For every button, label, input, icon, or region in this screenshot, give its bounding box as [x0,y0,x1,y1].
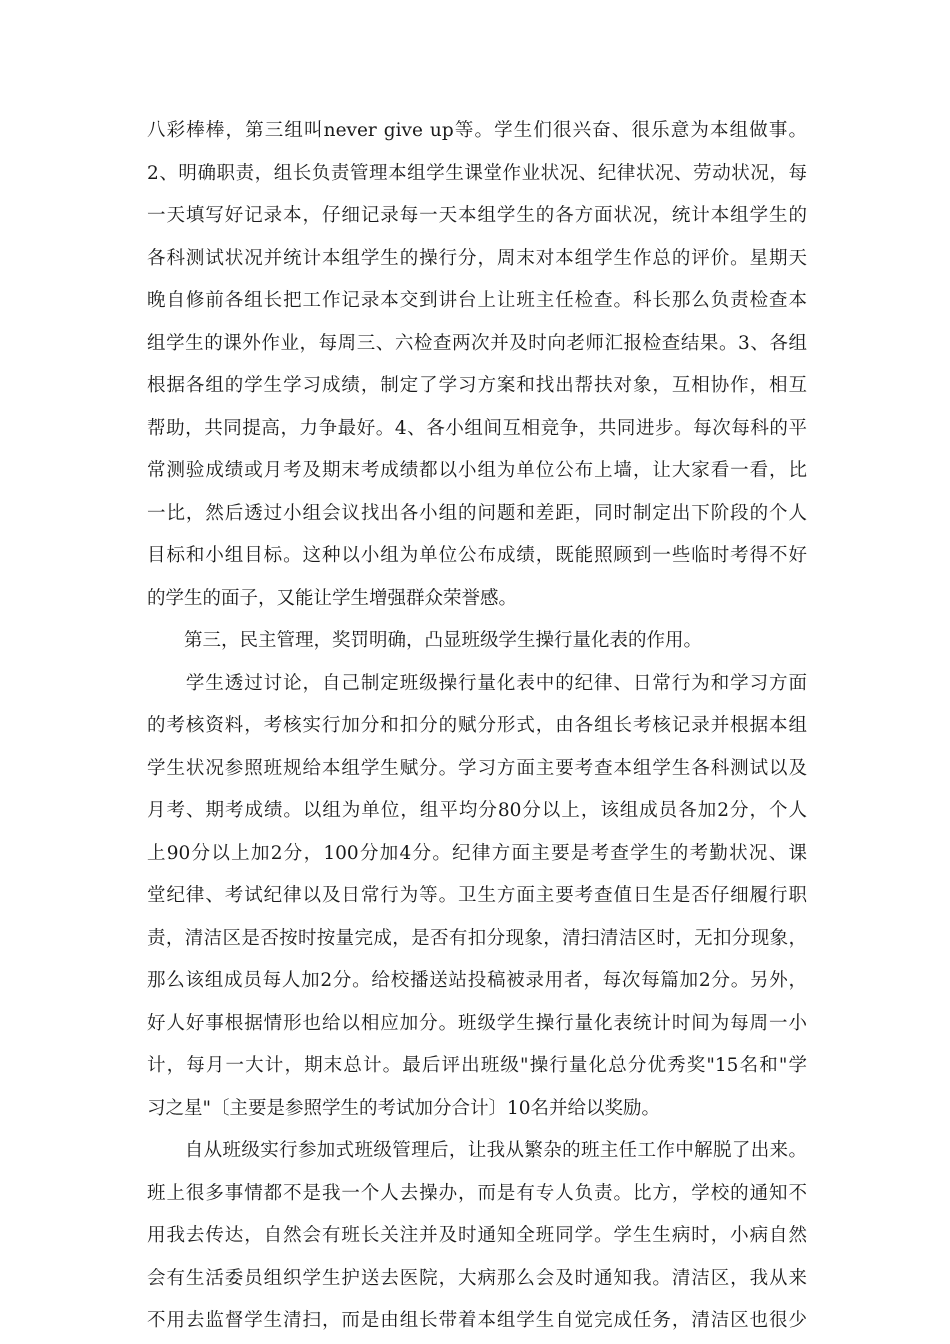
text-line: 班上很多事情都不是我一个人去操办，而是有专人负责。比方，学校的通知不 [147,1183,807,1204]
text-line: 一天填写好记录本，仔细记录每一天本组学生的各方面状况，统计本组学生的 [147,205,807,226]
text-line: 那么该组成员每人加2分。给校播送站投稿被录用者，每次每篇加2分。另外， [147,970,807,991]
text-line: 组学生的课外作业，每周三、六检查两次并及时向老师汇报检查结果。3、各组 [147,333,807,354]
text-line: 晚自修前各组长把工作记录本交到讲台上让班主任检查。科长那么负责检查本 [147,290,807,311]
text-line: 不用去监督学生清扫，而是由组长带着本组学生自觉完成任务，清洁区也很少 [147,1310,807,1331]
text-line: 上90分以上加2分，100分加4分。纪律方面主要是考查学生的考勤状况、课 [147,843,807,864]
text-line: 目标和小组目标。这种以小组为单位公布成绩，既能照顾到一些临时考得不好 [147,545,807,566]
text-line: 根据各组的学生学习成绩，制定了学习方案和找出帮扶对象，互相协作，相互 [147,375,807,396]
text-line: 学生状况参照班规给本组学生赋分。学习方面主要考查本组学生各科测试以及 [147,758,807,779]
text-line: 帮助，共同提高，力争最好。4、各小组间互相竞争，共同进步。每次每科的平 [147,418,807,439]
text-line: 的学生的面子，又能让学生增强群众荣誉感。 [147,588,518,609]
text-line: 好人好事根据情形也给以相应加分。班级学生操行量化表统计时间为每周一小 [147,1013,807,1034]
text-line: 堂纪律、考试纪律以及日常行为等。卫生方面主要考查值日生是否仔细履行职 [147,885,807,906]
text-line: 常测验成绩或月考及期末考成绩都以小组为单位公布上墙，让大家看一看，比 [147,460,807,481]
section-heading: 第三，民主管理，奖罚明确，凸显班级学生操行量化表的作用。 [147,630,703,651]
text-line: 计，每月一大计，期末总计。最后评出班级"操行量化总分优秀奖"15名和"学 [147,1055,807,1076]
text-line: 责，清洁区是否按时按量完成，是否有扣分现象，清扫清洁区时，无扣分现象， [147,928,807,949]
text-line: 学生透过讨论，自己制定班级操行量化表中的纪律、日常行为和学习方面 [147,673,807,694]
text-line: 用我去传达，自然会有班长关注并及时通知全班同学。学生生病时，小病自然 [147,1225,807,1246]
text-line: 自从班级实行参加式班级管理后，让我从繁杂的班主任工作中解脱了出来。 [147,1140,807,1161]
text-line: 月考、期考成绩。以组为单位，组平均分80分以上，该组成员各加2分，个人 [147,800,807,821]
text-line: 习之星"〔主要是参照学生的考试加分合计〕10名并给以奖励。 [147,1098,661,1119]
text-line: 各科测试状况并统计本组学生的操行分，周末对本组学生作总的评价。星期天 [147,248,807,269]
text-line: 2、明确职责，组长负责管理本组学生课堂作业状况、纪律状况、劳动状况，每 [147,163,807,184]
text-line: 的考核资料，考核实行加分和扣分的赋分形式，由各组长考核记录并根据本组 [147,715,807,736]
text-line: 一比，然后透过小组会议找出各小组的问题和差距，同时制定出下阶段的个人 [147,503,807,524]
text-line: 会有生活委员组织学生护送去医院，大病那么会及时通知我。清洁区，我从来 [147,1268,807,1289]
text-line: 八彩棒棒，第三组叫never give up等。学生们很兴奋、很乐意为本组做事。 [147,120,807,141]
